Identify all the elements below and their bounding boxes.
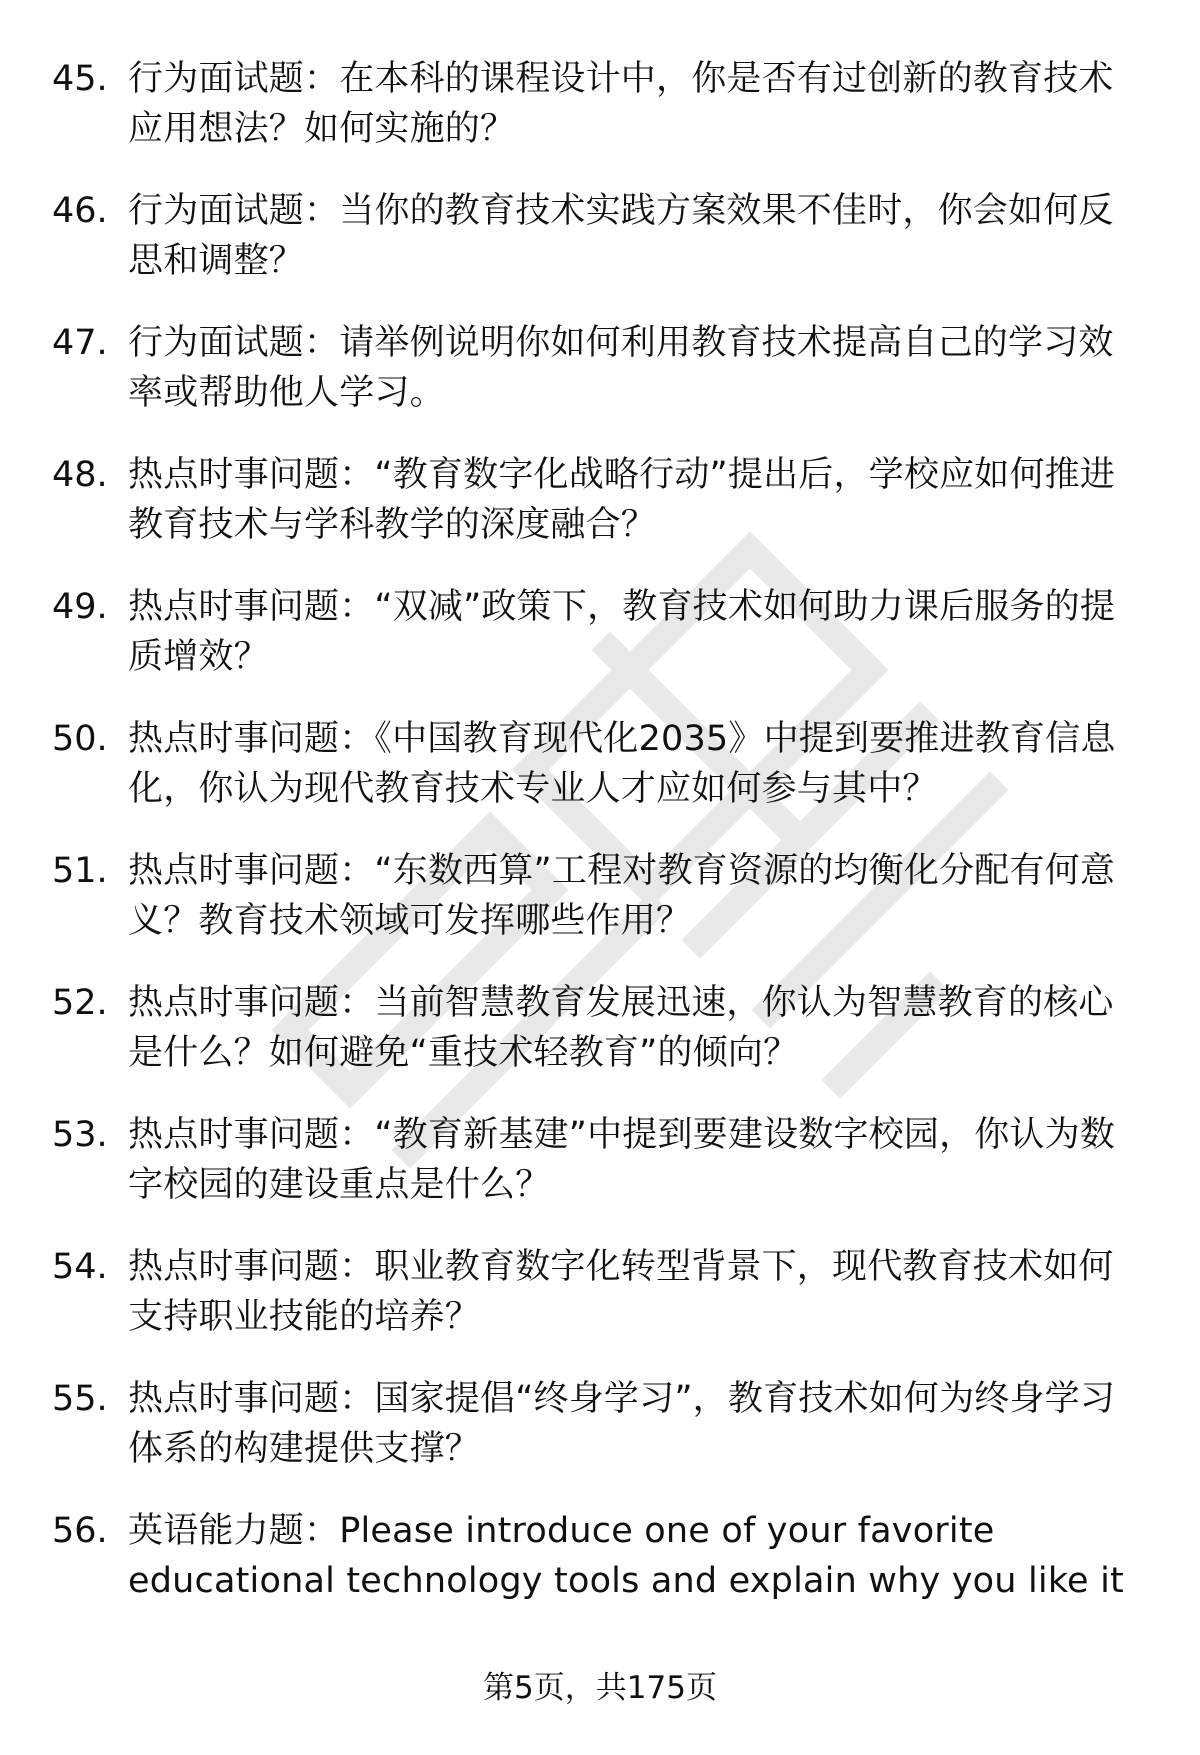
question-number: 46. (52, 191, 108, 231)
question-item-53 (52, 1110, 1152, 1242)
question-number: 45. (52, 59, 108, 99)
question-number: 52. (52, 983, 108, 1023)
question-list (52, 54, 1152, 1638)
question-text: 热点时事问题：“教育数字化战略行动”提出后，学校应如何推进教育技术与学科教学的深度融合？ (128, 455, 1116, 545)
question-number: 49. (52, 587, 108, 627)
question-text: 热点时事问题：“东数西算”工程对教育资源的均衡化分配有何意义？教育技术领域可发挥哪些作用？ (128, 851, 1116, 941)
question-item-51 (52, 846, 1152, 978)
question-text: 热点时事问题：国家提倡“终身学习”，教育技术如何为终身学习体系的构建提供支撑？ (128, 1379, 1116, 1469)
question-text: 英语能力题：Please introduce one of your favorite educational technology tools and explain why you like it (128, 1511, 1124, 1601)
question-number: 53. (52, 1115, 108, 1155)
question-item-48 (52, 450, 1152, 582)
question-text: 热点时事问题：《中国教育现代化2035》中提到要推进教育信息化，你认为现代教育技术专业人才应如何参与其中？ (128, 719, 1116, 809)
question-text: 热点时事问题：“双减”政策下，教育技术如何助力课后服务的提质增效？ (128, 587, 1116, 677)
question-item-55 (52, 1374, 1152, 1506)
question-item-49 (52, 582, 1152, 714)
question-number: 47. (52, 323, 108, 363)
question-item-45 (52, 54, 1152, 186)
question-text: 热点时事问题：“教育新基建”中提到要建设数字校园，你认为数字校园的建设重点是什么？ (128, 1115, 1116, 1205)
page-footer: 第5页，共175页 (483, 1670, 717, 1706)
question-item-52 (52, 978, 1152, 1110)
question-item-47 (52, 318, 1152, 450)
question-number: 50. (52, 719, 108, 759)
question-text: 行为面试题：当你的教育技术实践方案效果不佳时，你会如何反思和调整？ (128, 191, 1114, 281)
question-item-46 (52, 186, 1152, 318)
question-text: 行为面试题：在本科的课程设计中，你是否有过创新的教育技术应用想法？如何实施的？ (128, 59, 1114, 149)
question-number: 56. (52, 1511, 108, 1551)
question-number: 48. (52, 455, 108, 495)
question-number: 51. (52, 851, 108, 891)
question-text: 行为面试题：请举例说明你如何利用教育技术提高自己的学习效率或帮助他人学习。 (128, 323, 1114, 413)
question-text: 热点时事问题：职业教育数字化转型背景下，现代教育技术如何支持职业技能的培养？ (128, 1247, 1114, 1337)
question-item-56 (52, 1506, 1152, 1638)
question-number: 55. (52, 1379, 108, 1419)
question-item-54 (52, 1242, 1152, 1374)
question-item-50 (52, 714, 1152, 846)
question-number: 54. (52, 1247, 108, 1287)
question-text: 热点时事问题：当前智慧教育发展迅速，你认为智慧教育的核心是什么？如何避免“重技术轻教育”的倾向？ (128, 983, 1114, 1073)
